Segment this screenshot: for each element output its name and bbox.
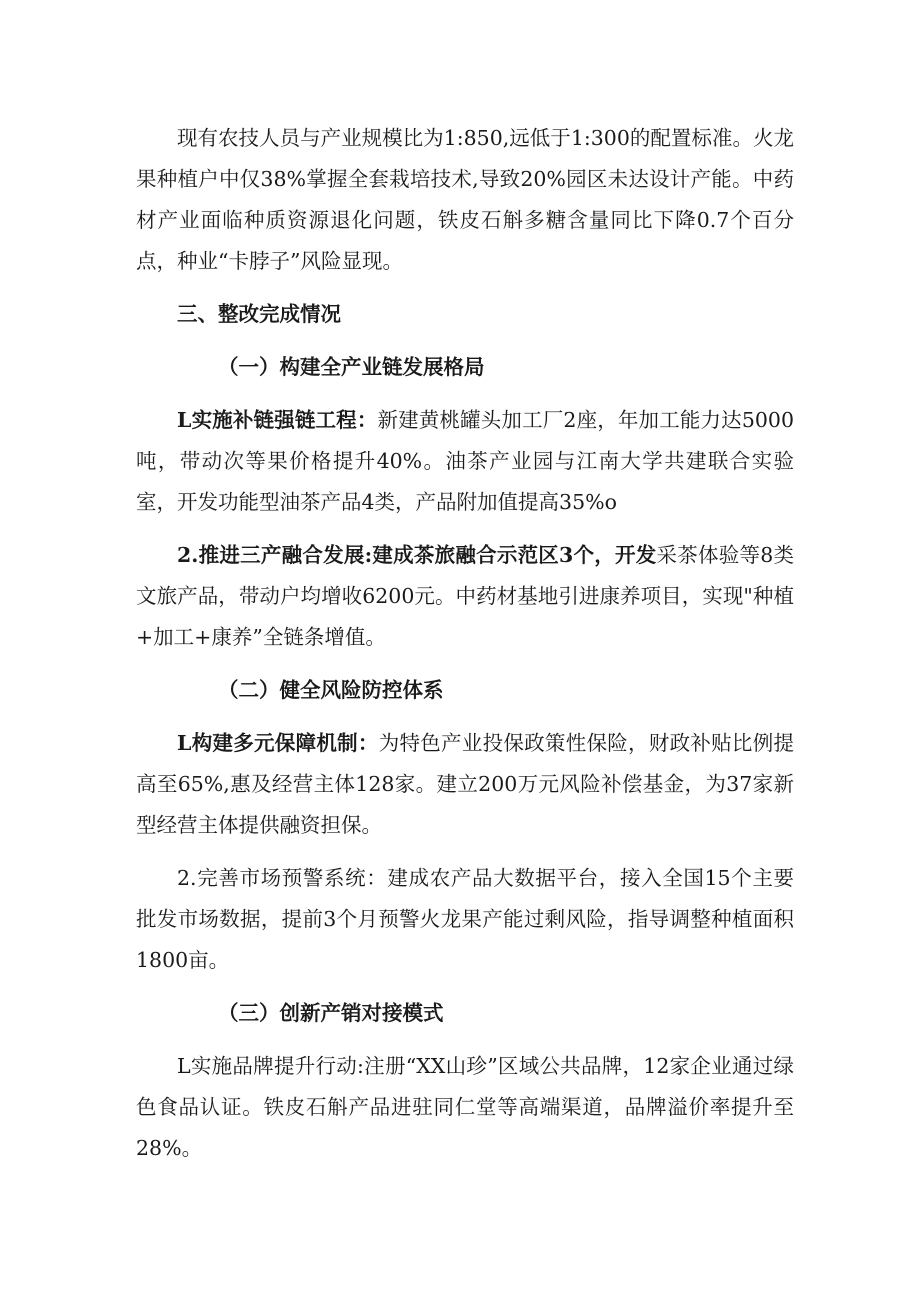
item-text-3: 为特色产业投保政策性保险，财政补贴比例提高至65%,惠及经营主体128家。建立200万元风险补偿基金，为37家新型经营主体提供融资担保。 bbox=[136, 731, 794, 837]
subsection-heading-1: （一）构建全产业链发展格局 bbox=[218, 355, 485, 379]
section-heading-3: 三、整改完成情况 bbox=[177, 302, 341, 326]
item-paragraph-3 bbox=[136, 723, 794, 846]
item-text-2: 采茶体验等8类文旅产品，带动户均增收6200元。中药材基地引进康养项目，实现"种植+加工+康养”全链条增值。 bbox=[136, 543, 795, 649]
item-text-1: 新建黄桃罐头加工厂2座，年加工能力达5000吨，带动次等果价格提升40%。油茶产业园与江南大学共建联合实验室，开发功能型油茶产品4类，产品附加值提高35%o bbox=[136, 408, 794, 514]
item-lead-3: L构建多元保障机制： bbox=[177, 731, 379, 755]
subsection-heading-2: （二）健全风险防控体系 bbox=[218, 678, 444, 702]
item-paragraph-2 bbox=[136, 535, 794, 658]
subsection-heading-3: （三）创新产销对接模式 bbox=[218, 1001, 444, 1025]
item-lead-2: 2.推进三产融合发展: bbox=[177, 543, 373, 567]
document-page bbox=[136, 118, 794, 1181]
item-paragraph-4: 2.完善市场预警系统：建成农产品大数据平台，接入全国15个主要批发市场数据，提前3个月预警火龙果产能过剩风险，指导调整种植面积1800亩。 bbox=[136, 866, 794, 972]
intro-paragraph: 现有农技人员与产业规模比为1:850,远低于1:300的配置标准。火龙果种植户中仅38%掌握全套栽培技术,导致20%园区未达设计产能。中药材产业面临种质资源退化问题，铁皮石斛多糖含量同比下降0.7个百分点，种业“卡脖子”风险显现。 bbox=[136, 126, 794, 273]
item-paragraph-1 bbox=[136, 400, 794, 523]
item-paragraph-5: L实施品牌提升行动:注册“XX山珍”区域公共品牌，12家企业通过绿色食品认证。铁皮石斛产品进驻同仁堂等高端渠道，品牌溢价率提升至28%。 bbox=[136, 1054, 794, 1160]
item-lead-2b: 建成茶旅融合示范区3个，开发 bbox=[372, 543, 657, 567]
item-lead-1: L实施补链强链工程： bbox=[177, 408, 378, 432]
